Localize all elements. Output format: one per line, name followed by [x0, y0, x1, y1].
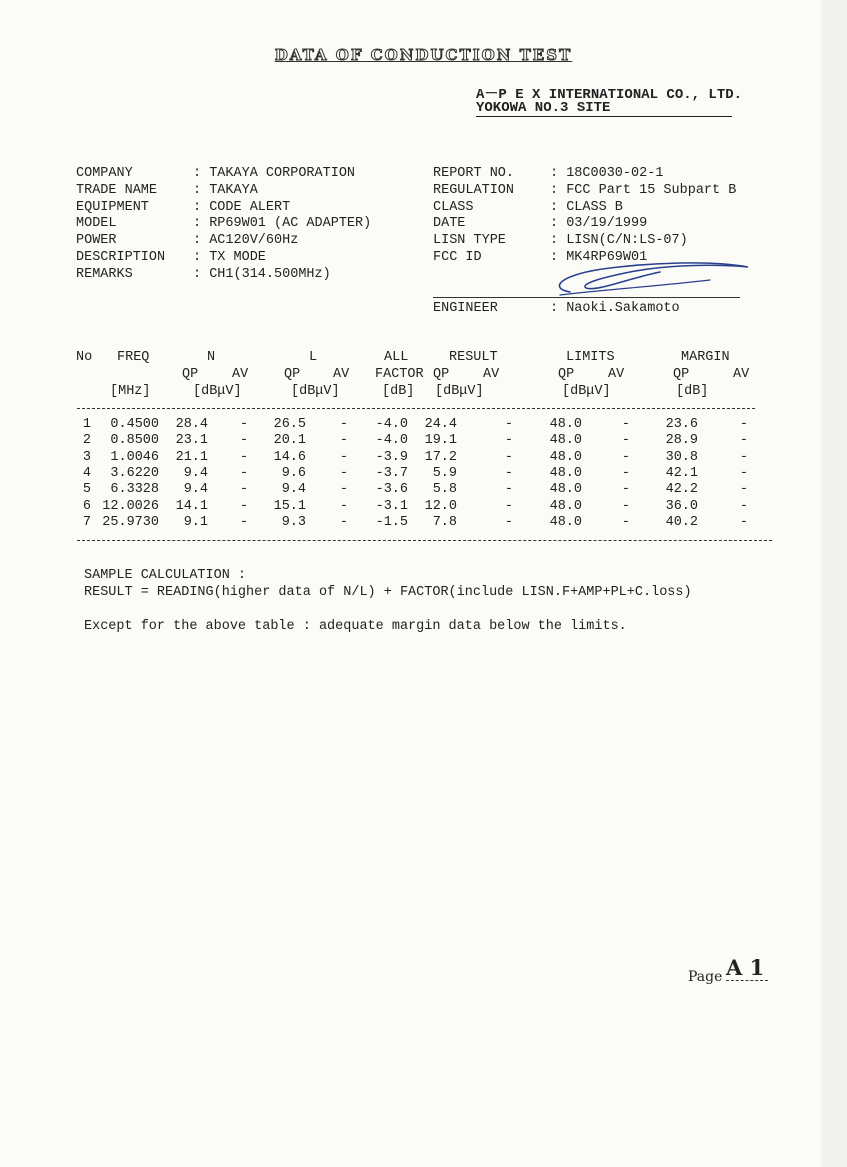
table-cell: - [504, 514, 513, 530]
info-value: : 03/19/1999 [550, 216, 648, 232]
info-value: : MK4RP69W01 [550, 250, 648, 265]
table-cell: - [621, 417, 630, 432]
table-cell: 12.0 [424, 498, 457, 514]
table-cell: 40.2 [665, 514, 698, 530]
table-cell: 48.0 [549, 498, 582, 514]
unit-header: [dBμV] [193, 384, 242, 399]
table-cell: - [739, 514, 748, 530]
table-cell: 5.9 [432, 465, 457, 481]
info-value: : AC120V/60Hz [193, 233, 299, 249]
row-number: 1 [82, 417, 91, 432]
column-subheader: AV [608, 367, 625, 382]
table-cell: 9.4 [183, 482, 208, 498]
table-cell: - [339, 514, 348, 530]
column-subheader: QP [558, 367, 575, 382]
table-cell: - [621, 449, 630, 465]
info-label: EQUIPMENT [76, 199, 149, 215]
info-label: DATE [433, 216, 466, 232]
row-number: 2 [82, 433, 91, 449]
row-number: 5 [82, 482, 91, 498]
table-cell: 9.1 [183, 514, 208, 530]
unit-header: [dBμV] [435, 384, 484, 399]
table-cell: 25.9730 [102, 514, 159, 530]
page-label: Page [688, 969, 723, 985]
table-cell: 14.1 [175, 498, 208, 514]
info-value: : LISN(C/N:LS-07) [550, 233, 688, 249]
table-cell: -3.7 [375, 465, 408, 481]
table-cell: - [339, 417, 348, 432]
sample-calculation-label: SAMPLE CALCULATION : [84, 568, 247, 583]
info-value: : TAKAYA [193, 182, 258, 198]
table-cell: - [339, 465, 348, 481]
table-cell: - [739, 433, 748, 449]
column-header: FREQ [117, 350, 150, 365]
table-bottom-rule [77, 540, 772, 541]
except-note: Except for the above table : adequate margin data below the limits. [84, 619, 627, 634]
table-cell: - [504, 482, 513, 498]
column-header: RESULT [449, 350, 498, 365]
info-label: REMARKS [76, 266, 133, 282]
table-cell: - [239, 498, 248, 514]
table-cell: - [239, 514, 248, 530]
unit-header: [dB] [676, 384, 709, 399]
column-subheader: AV [333, 367, 350, 382]
info-value: : 18C0030-02-1 [550, 166, 664, 181]
column-subheader: AV [733, 367, 750, 382]
table-cell: 48.0 [549, 433, 582, 449]
info-value: : CODE ALERT [193, 199, 291, 215]
column-header: MARGIN [681, 350, 730, 365]
company-header: A－P E X INTERNATIONAL CO., LTD. [476, 87, 743, 103]
info-label: CLASS [433, 199, 474, 215]
table-cell: 48.0 [549, 465, 582, 481]
column-subheader: FACTOR [375, 367, 424, 382]
info-value: : TX MODE [193, 250, 266, 265]
info-label: DESCRIPTION [76, 250, 166, 265]
column-subheader: QP [673, 367, 690, 382]
table-cell: - [621, 433, 630, 449]
column-subheader: AV [232, 367, 249, 382]
table-cell: 30.8 [665, 449, 698, 465]
scan-edge-shadow [821, 0, 847, 1167]
table-cell: 9.4 [281, 482, 306, 498]
site-name: YOKOWA NO.3 SITE [476, 100, 732, 117]
table-cell: - [239, 482, 248, 498]
table-cell: - [621, 498, 630, 514]
table-cell: 28.9 [665, 433, 698, 449]
info-label: MODEL [76, 216, 117, 232]
table-cell: 19.1 [424, 433, 457, 449]
table-cell: - [339, 482, 348, 498]
table-cell: 48.0 [549, 514, 582, 530]
column-subheader: QP [182, 367, 199, 382]
column-subheader: QP [284, 367, 301, 382]
table-cell: -1.5 [375, 514, 408, 530]
info-label: POWER [76, 233, 117, 249]
table-cell: 9.4 [183, 465, 208, 481]
engineer-signature [540, 258, 755, 300]
table-cell: 3.6220 [110, 465, 159, 481]
table-cell: 36.0 [665, 498, 698, 514]
document-title: DATA OF CONDUCTION TEST [274, 46, 573, 64]
unit-header: [dB] [382, 384, 415, 399]
table-cell: 1.0046 [110, 449, 159, 465]
table-cell: - [504, 465, 513, 481]
engineer-label: ENGINEER [433, 301, 498, 316]
table-cell: - [739, 498, 748, 514]
info-value: : CLASS B [550, 199, 623, 215]
table-cell: 17.2 [424, 449, 457, 465]
table-cell: 0.8500 [110, 433, 159, 449]
table-cell: -3.1 [375, 498, 408, 514]
page-number: A 1 [726, 955, 768, 981]
info-label: COMPANY [76, 166, 133, 181]
table-cell: - [739, 449, 748, 465]
table-cell: 26.5 [273, 417, 306, 432]
info-label: REPORT NO. [433, 166, 515, 181]
info-value: : RP69W01 (AC ADAPTER) [193, 216, 372, 232]
table-cell: - [339, 498, 348, 514]
row-number: 4 [82, 465, 91, 481]
info-label: LISN TYPE [433, 233, 506, 249]
table-cell: 15.1 [273, 498, 306, 514]
info-value: : TAKAYA CORPORATION [193, 166, 356, 181]
unit-header: [dBμV] [562, 384, 611, 399]
table-cell: 48.0 [549, 417, 582, 432]
table-cell: - [621, 514, 630, 530]
table-cell: 28.4 [175, 417, 208, 432]
table-cell: -4.0 [375, 433, 408, 449]
table-cell: - [504, 498, 513, 514]
engineer-name: : Naoki.Sakamoto [550, 301, 680, 316]
table-top-rule [77, 408, 755, 409]
table-cell: -3.6 [375, 482, 408, 498]
sample-calculation-text: RESULT = READING(higher data of N/L) + FACTOR(include LISN.F+AMP+PL+C.loss) [84, 585, 692, 600]
table-cell: 48.0 [549, 449, 582, 465]
table-cell: - [504, 449, 513, 465]
table-cell: 20.1 [273, 433, 306, 449]
table-cell: 9.6 [281, 465, 306, 481]
table-cell: 42.2 [665, 482, 698, 498]
column-subheader: AV [483, 367, 500, 382]
column-subheader: QP [433, 367, 450, 382]
table-cell: - [504, 433, 513, 449]
column-header: LIMITS [566, 350, 615, 365]
info-label: FCC ID [433, 250, 482, 265]
row-number: 6 [82, 498, 91, 514]
table-cell: 0.4500 [110, 417, 159, 432]
table-cell: - [239, 433, 248, 449]
row-number: 7 [82, 514, 91, 530]
signature-line [433, 297, 740, 298]
info-label: TRADE NAME [76, 182, 158, 198]
table-cell: - [621, 482, 630, 498]
table-cell: - [739, 482, 748, 498]
table-cell: - [239, 449, 248, 465]
table-cell: -4.0 [375, 417, 408, 432]
info-label: REGULATION [433, 182, 515, 198]
info-value: : FCC Part 15 Subpart B [550, 182, 737, 198]
table-cell: - [621, 465, 630, 481]
column-header: L [309, 350, 318, 365]
table-cell: - [339, 433, 348, 449]
table-cell: 12.0026 [102, 498, 159, 514]
table-cell: 6.3328 [110, 482, 159, 498]
column-header: No [76, 350, 93, 365]
row-number: 3 [82, 449, 91, 465]
table-cell: 24.4 [424, 417, 457, 432]
column-header: ALL [384, 350, 409, 365]
column-header: N [207, 350, 216, 365]
table-cell: 23.1 [175, 433, 208, 449]
table-cell: 21.1 [175, 449, 208, 465]
unit-header: [MHz] [110, 384, 151, 399]
table-cell: 48.0 [549, 482, 582, 498]
table-cell: 42.1 [665, 465, 698, 481]
table-cell: - [739, 465, 748, 481]
table-cell: 14.6 [273, 449, 306, 465]
table-cell: - [239, 465, 248, 481]
table-cell: 7.8 [432, 514, 457, 530]
table-cell: - [504, 417, 513, 432]
table-cell: - [739, 417, 748, 432]
table-cell: 23.6 [665, 417, 698, 432]
table-cell: 5.8 [432, 482, 457, 498]
table-cell: - [339, 449, 348, 465]
unit-header: [dBμV] [291, 384, 340, 399]
table-cell: - [239, 417, 248, 432]
table-cell: 9.3 [281, 514, 306, 530]
info-value: : CH1(314.500MHz) [193, 266, 331, 282]
table-cell: -3.9 [375, 449, 408, 465]
